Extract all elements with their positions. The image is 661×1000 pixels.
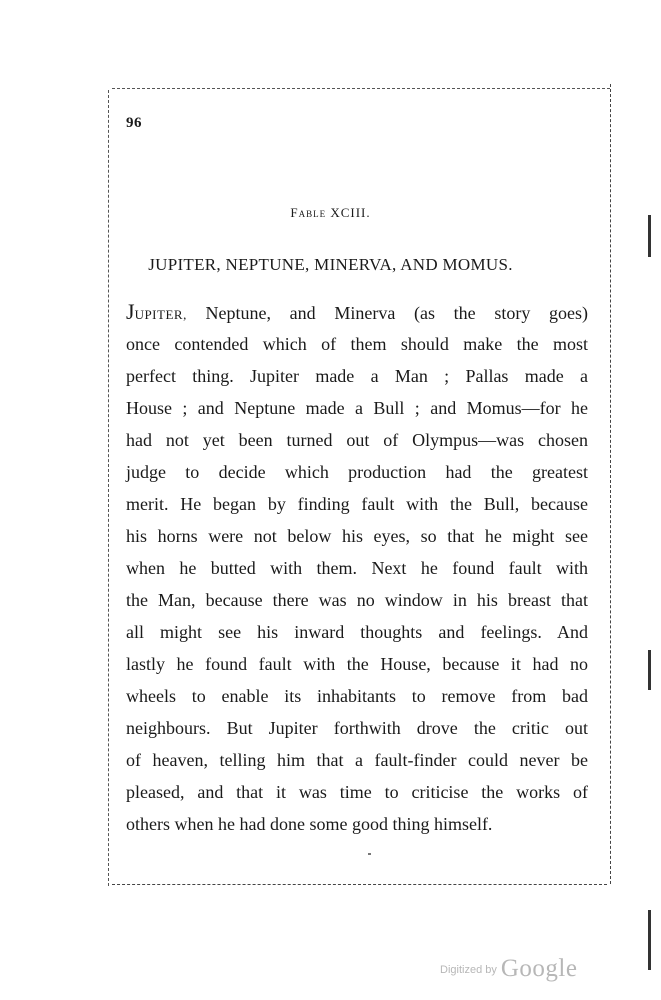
body-line: House ; and Neptune made a Bull ; and Momus—for he <box>126 398 588 418</box>
body-line: perfect thing. Jupiter made a Man ; Pallas made a <box>126 366 588 386</box>
body-line: wheels to enable its inhabitants to remove from bad <box>126 686 588 706</box>
body-line: his horns were not below his eyes, so that he might see <box>126 526 588 546</box>
first-word-initial: J <box>126 299 135 324</box>
fable-title: JUPITER, NEPTUNE, MINERVA, AND MOMUS. <box>148 255 513 274</box>
fable-label-text: Fable XCIII. <box>290 205 371 220</box>
google-logo: Google <box>500 955 578 982</box>
scan-edge-mark <box>648 215 651 257</box>
body-line: pleased, and that it was time to criticise the works of <box>126 782 588 802</box>
body-line-first <box>126 296 588 328</box>
scan-edge-mark <box>648 650 651 690</box>
body-line: all might see his inward thoughts and feelings. And <box>126 622 588 642</box>
body-line: the Man, because there was no window in his breast that <box>126 590 588 610</box>
body-line: lastly he found fault with the House, because it had no <box>126 654 588 674</box>
body-line-last: others when he had done some good thing himself. <box>126 814 493 834</box>
body-line: neighbours. But Jupiter forthwith drove the critic out <box>126 718 588 738</box>
body-line: when he butted with them. Next he found fault with <box>126 558 588 578</box>
first-line-rest: Neptune, and Minerva (as the story goes) <box>205 303 588 323</box>
body-line: merit. He began by finding fault with the Bull, because <box>126 494 588 514</box>
scan-border-right <box>610 84 611 884</box>
scan-border-bottom <box>112 884 607 885</box>
body-line: once contended which of them should make the most <box>126 334 588 354</box>
body-line: of heaven, telling him that a fault-finder could never be <box>126 750 588 770</box>
first-word-rest: UPITER, <box>134 307 187 322</box>
digitized-watermark <box>440 955 577 983</box>
body-line: judge to decide which production had the greatest <box>126 462 588 482</box>
watermark-prefix: Digitized by <box>440 964 497 976</box>
fable-label <box>0 205 661 221</box>
scan-border-top <box>112 88 610 89</box>
scan-edge-mark <box>648 910 651 970</box>
page-number: 96 <box>126 115 142 131</box>
fable-body <box>126 296 588 840</box>
body-line: had not yet been turned out of Olympus—was chosen <box>126 430 588 450</box>
scan-speck <box>368 853 371 855</box>
